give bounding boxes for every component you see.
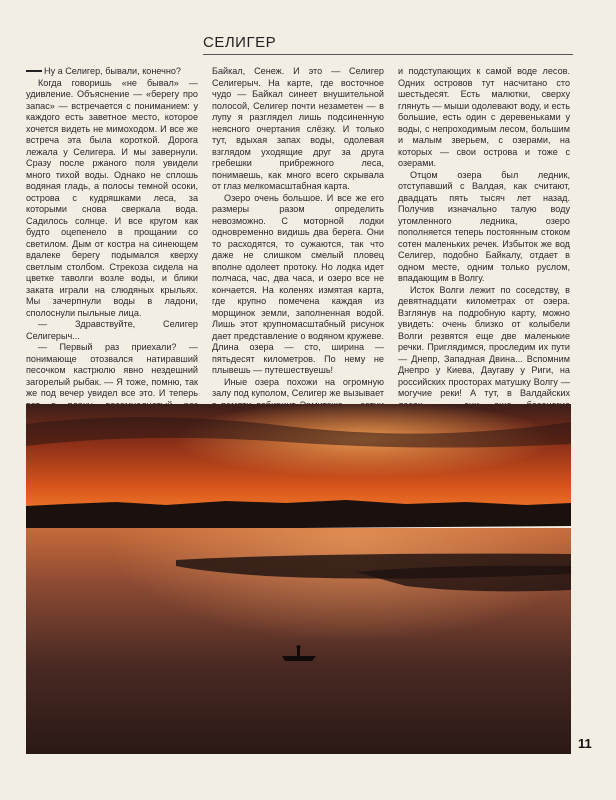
paragraph: Исток Волги лежит по соседству, в девятнадцати километрах от озера. Взглянув на подробную карту, можно увидеть: очень близко от колыбели Волги резвятся еще две маленькие речки. Приглядимся, проследим их пути — Днепр, Западная Двина... Вспомним Днепро у Киева, Даугаву у Риги, на российских просторах матушку Волгу — могучие реки! А тут, в Валдайских (398, 284, 570, 398)
paragraph: и подступающих к самой воде лесов. Одних островов тут насчитано сто шестьдесят. Есть малютки, сверху глянуть — мыши одолевают воду, и есть большие, есть один с деревеньками у воды, с непроходимым лесом, большим и малым зверьем, с озерами, на которых — свои острова и тоже с озерами. (398, 66, 570, 168)
paragraph: Байкал, Сенеж. И это — Селигер Селигерыч. На карте, где восточное чудо — Байкал синеет внушительной полосой, Селигер почти незаметен — в лупу я разглядел лишь подсиненную неясного очертания слёзку. И только тут, вдыхая запах воды, одолевая взглядом уходящие друг за друга гребешки прибрежного леса, понимаешь, как много всего скрывала от глаз мелкомасштабная карта. (212, 66, 384, 191)
far-treeline (26, 500, 571, 530)
paragraph: — Первый раз приехали? — понимающе отозвался натиравший песочком кастрюлю явно нездешний загорелый рыбак. — Я тоже, помню, так же под вечер увидел все это. И теперь (26, 342, 198, 398)
paragraph: Иные озера похожи на огромную залу под куполом, Селигер же вызывает (212, 376, 384, 398)
paragraph-text: Ну а Селигер, бывали, конечно? (44, 66, 181, 76)
paragraph (26, 66, 198, 78)
paragraph: Отцом озера был ледник, отступавший с Валдая, как считают, двадцать пять тысяч лет назад. Получив изначально талую воду утомленного ледника, озеро пополняется теперь постоянным стоком сотен маленьких речек. Избыток же вод Селигер, подобно Байкалу, отдает в одном месте, одним только руслом, впадающим в Волгу. (398, 169, 570, 283)
lake-sunset-photo (26, 404, 571, 754)
header-rule (203, 54, 573, 55)
text-column-2 (212, 66, 384, 457)
paragraph: Озеро очень большое. И все же его размеры разом определить невозможно. С моторной лодки одновременно видишь два берега. Они то расходятся, то сужаются, так что даже не слишком смелый пловец вполне одолеет протоку. Но лодка идет полчаса, час, два часа, и озеро все не кончается. На коленях измятая карта, где крупно помечена каждая из морщинок земли, заполненная водой. Лишь этот крупномасштабный рисунок дает представление о водяном кружеве. Длина озера — сто, ширина — пятьдесят километров. По нему не плывешь — путешествуешь! (212, 192, 384, 375)
page-number: 11 (578, 736, 592, 751)
paragraph: Когда говоришь «не бывал» — удивление. Объяснение — «берегу про запас» — встречается с пониманием: у каждого есть заветное место, которое хочется видеть не мимоходом. И все же встреча эта была короткой. Дорога лежала у Селигера. И мы завернули. Сразу после ржаного поля увидели много тихой воды. Однако не сплошь водяная гладь, а полосы темной осоки, острова с кудряшками леса, за которыми снова сверкала вода. Садилось солнце. И все кругом как будто оцепенело в прощании со светилом. Дым от костра на синеющем вдалеке берегу подымался кверху светлым столбом. Стрекоза сидела на цветке таволги возле воды, и блики заката играли на слюдяных крыльях. Мы зачерпнули воды в ладони, сполоснули пыльные лица. (26, 77, 198, 318)
lead-dash (26, 70, 42, 72)
section-title: СЕЛИГЕР (203, 34, 277, 51)
paragraph: — Здравствуйте, Селигер Селигерыч... (26, 319, 198, 341)
